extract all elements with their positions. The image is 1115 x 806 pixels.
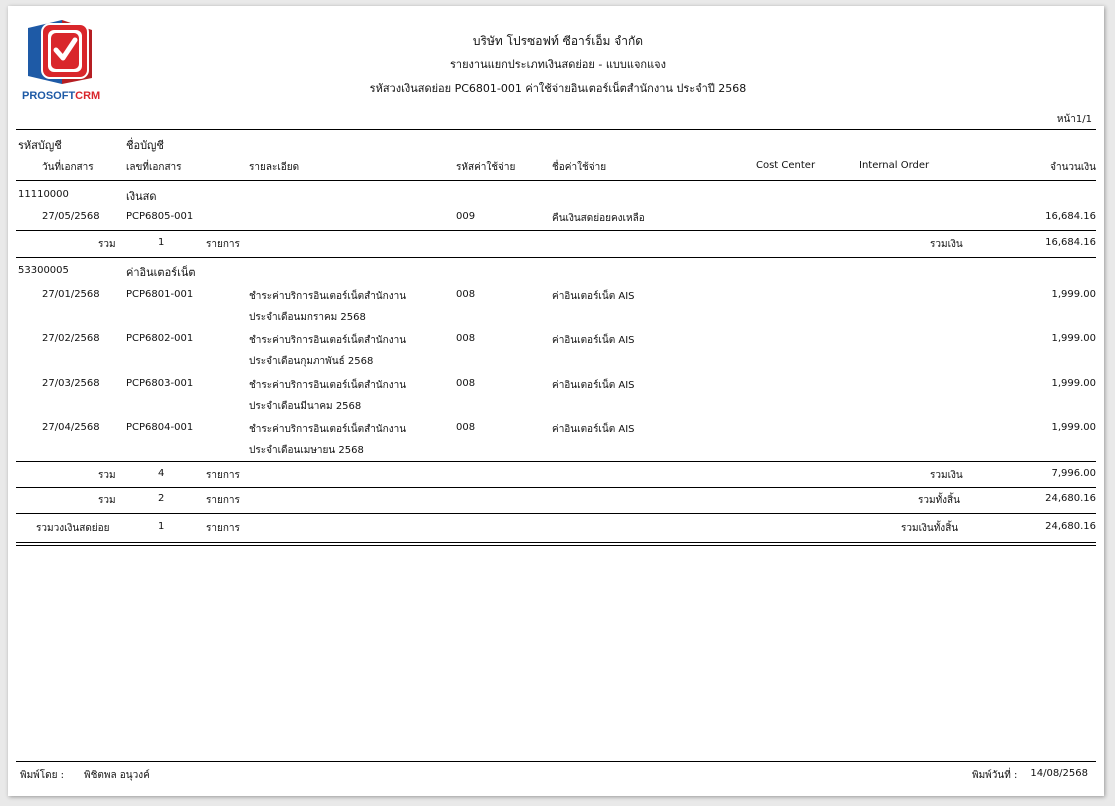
report-subtitle: รหัสวงเงินสดย่อย PC6801-001 ค่าใช้จ่ายอินเตอร์เน็ตสำนักงาน ประจำปี 2568 <box>369 82 747 95</box>
row-date: 27/05/2568 <box>42 211 100 222</box>
row-detail-line1: ชำระค่าบริการอินเตอร์เน็ตสำนักงาน <box>249 335 407 346</box>
header-account-code: รหัสบัญชี <box>18 139 62 152</box>
total-label: รวม <box>98 239 116 250</box>
total-count: 4 <box>158 468 165 479</box>
printed-date-label: พิมพ์วันที่ : <box>972 770 1018 781</box>
row-amount: 1,999.00 <box>1051 289 1096 300</box>
printed-date: 14/08/2568 <box>1030 768 1088 779</box>
total-sum: 16,684.16 <box>1045 237 1096 248</box>
row-doc-no: PCP6803-001 <box>126 378 194 389</box>
row-detail-line1: ชำระค่าบริการอินเตอร์เน็ตสำนักงาน <box>249 424 407 435</box>
report-title: รายงานแยกประเภทเงินสดย่อย - แบบแจกแจง <box>450 58 666 71</box>
grand-total-sum-label: รวมทั้งสิ้น <box>918 495 960 506</box>
logo-wordmark: PROSOFTCRM <box>22 90 101 102</box>
row-detail-line2: ประจำเดือนกุมภาพันธ์ 2568 <box>249 356 374 367</box>
total-sum-label: รวมเงิน <box>930 470 963 481</box>
total-sum-label: รวมเงิน <box>930 239 963 250</box>
fund-total-label: รวมวงเงินสดย่อย <box>36 523 110 534</box>
grand-total-unit: รายการ <box>206 495 240 506</box>
total-unit: รายการ <box>206 470 240 481</box>
row-doc-no: PCP6804-001 <box>126 422 194 433</box>
report-page <box>8 6 1104 796</box>
header-amount: จำนวนเงิน <box>1050 162 1096 173</box>
grand-total-label: รวม <box>98 495 116 506</box>
row-date: 27/02/2568 <box>42 333 100 344</box>
row-expense-name: ค่าอินเตอร์เน็ต AIS <box>552 380 635 391</box>
fund-total-sum-label: รวมเงินทั้งสิ้น <box>901 523 959 534</box>
row-expense-name: ค่าอินเตอร์เน็ต AIS <box>552 335 635 346</box>
row-amount: 1,999.00 <box>1051 333 1096 344</box>
row-expense-code: 008 <box>456 378 476 389</box>
total-unit: รายการ <box>206 239 240 250</box>
grand-total-count: 2 <box>158 493 165 504</box>
total-sum: 7,996.00 <box>1051 468 1096 479</box>
header-doc-date: วันที่เอกสาร <box>42 162 94 173</box>
row-doc-no: PCP6802-001 <box>126 333 194 344</box>
row-date: 27/01/2568 <box>42 289 100 300</box>
group-account-code: 11110000 <box>18 189 69 200</box>
row-doc-no: PCP6801-001 <box>126 289 194 300</box>
row-amount: 1,999.00 <box>1051 378 1096 389</box>
row-expense-name: คืนเงินสดย่อยคงเหลือ <box>552 213 645 224</box>
company-name: บริษัท โปรซอฟท์ ซีอาร์เอ็ม จำกัด <box>472 34 644 48</box>
row-detail-line2: ประจำเดือนมกราคม 2568 <box>249 312 366 323</box>
header-expense-code: รหัสค่าใช้จ่าย <box>456 162 516 173</box>
header-account-name: ชื่อบัญชี <box>126 139 164 152</box>
row-amount: 1,999.00 <box>1051 422 1096 433</box>
row-date: 27/04/2568 <box>42 422 100 433</box>
header-cost-center: Cost Center <box>756 160 816 171</box>
row-detail-line1: ชำระค่าบริการอินเตอร์เน็ตสำนักงาน <box>249 380 407 391</box>
row-amount: 16,684.16 <box>1045 211 1096 222</box>
page-number: หน้า1/1 <box>1056 114 1092 125</box>
total-label: รวม <box>98 470 116 481</box>
row-expense-code: 009 <box>456 211 476 222</box>
group-account-code: 53300005 <box>18 265 69 276</box>
group-account-name: ค่าอินเตอร์เน็ต <box>126 266 196 279</box>
grand-total-sum: 24,680.16 <box>1045 493 1096 504</box>
row-expense-name: ค่าอินเตอร์เน็ต AIS <box>552 424 635 435</box>
row-expense-code: 008 <box>456 333 476 344</box>
group-account-name: เงินสด <box>126 190 157 203</box>
row-detail-line1: ชำระค่าบริการอินเตอร์เน็ตสำนักงาน <box>249 291 407 302</box>
fund-total-count: 1 <box>158 521 165 532</box>
header-expense-name: ชื่อค่าใช้จ่าย <box>552 162 607 173</box>
row-expense-name: ค่าอินเตอร์เน็ต AIS <box>552 291 635 302</box>
fund-total-sum: 24,680.16 <box>1045 521 1096 532</box>
header-internal-order: Internal Order <box>859 160 930 171</box>
row-detail-line2: ประจำเดือนมีนาคม 2568 <box>249 401 362 412</box>
row-date: 27/03/2568 <box>42 378 100 389</box>
printed-by-label: พิมพ์โดย : <box>20 770 65 781</box>
fund-total-unit: รายการ <box>206 523 240 534</box>
total-count: 1 <box>158 237 165 248</box>
row-detail-line2: ประจำเดือนเมษายน 2568 <box>249 445 364 456</box>
row-doc-no: PCP6805-001 <box>126 211 194 222</box>
printed-by: พิชิตพล อนุวงค์ <box>84 770 150 781</box>
header-detail: รายละเอียด <box>249 162 300 173</box>
row-expense-code: 008 <box>456 289 476 300</box>
header-doc-no: เลขที่เอกสาร <box>126 162 182 173</box>
row-expense-code: 008 <box>456 422 476 433</box>
